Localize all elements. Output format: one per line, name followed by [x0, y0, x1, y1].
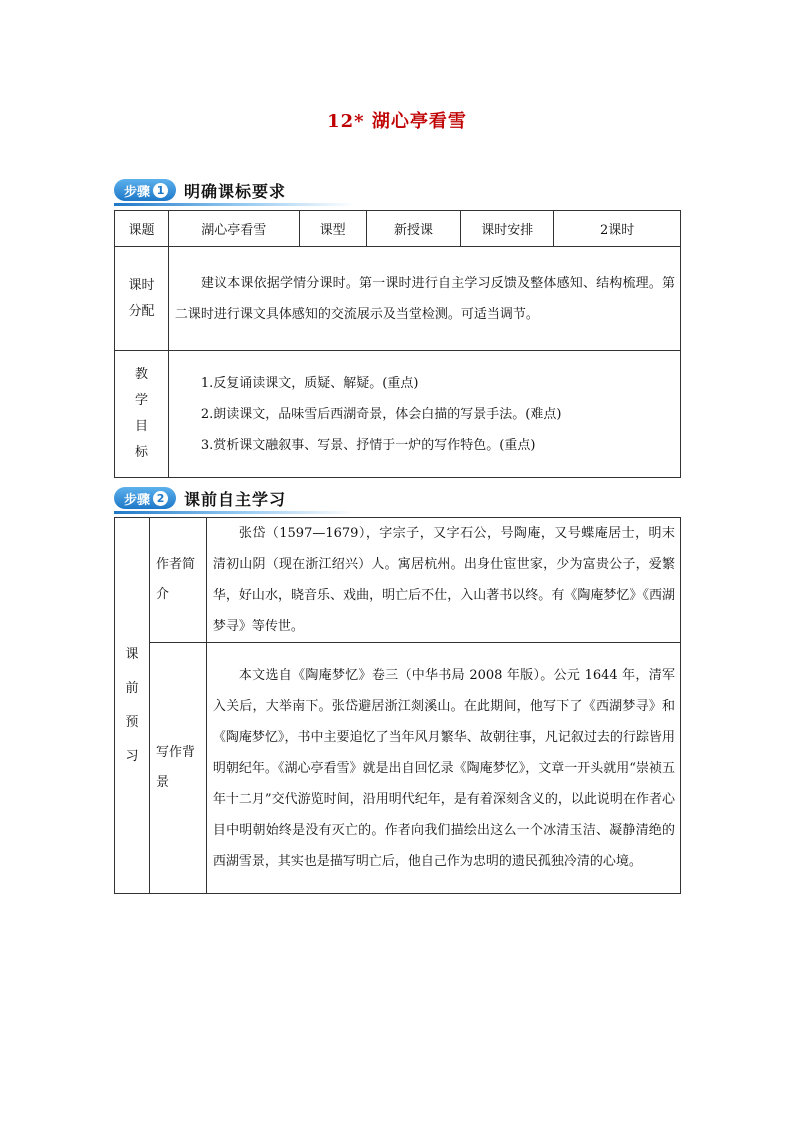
- step-number: 1: [153, 183, 168, 198]
- cell-topic-label: 课题: [115, 211, 169, 247]
- goal-item: 2.朗读课文，品味雪后西湖奇景，体会白描的写景手法。(难点): [200, 406, 562, 422]
- cell-author-label: 作者简介: [149, 518, 206, 643]
- cell-goals-label: [115, 351, 169, 478]
- step-number: 2: [153, 491, 168, 506]
- step-badge-text: 步骤: [124, 184, 151, 200]
- section-label-char: 课: [125, 646, 139, 662]
- step-badge: [114, 179, 176, 201]
- cell-section-label: [115, 518, 150, 894]
- goals-label-char: 教: [134, 367, 148, 382]
- author-text: 张岱（1597—1679），字宗子，又字石公，号陶庵，又号蝶庵居士，明末清初山阴（现在浙江绍兴）人。寓居杭州。出身仕宦世家，少为富贵公子，爱繁华，好山水，晓音乐、戏曲，明亡后不仕，入山著书以终。有《陶庵梦忆》《西湖梦寻》等传世。: [212, 526, 675, 634]
- alloc-text: 建议本课依据学情分课时。第一课时进行自主学习反馈及整体感知、结构梳理。第二课时进行课文具体感知的交流展示及当堂检测。可适当调节。: [174, 275, 675, 322]
- cell-goals: [168, 351, 680, 478]
- section-label-char: 预: [125, 714, 139, 730]
- background-text: 本文选自《陶庵梦忆》卷三（中华书局 2008 年版）。公元 1644 年，清军入关后，大举南下。张岱避居浙江剡溪山。在此期间，他写下了《西湖梦寻》和《陶庵梦忆》，书中主要追忆了当年风月繁华、故朝往事，凡记叙过去的行踪皆用明朝纪年。《湖心亭看雪》就是出自回忆录《陶庵梦忆》，文章一开头就用“崇祯五年十二月”交代游览时间，沿用明代纪年，是有着深刻含义的，以此说明在作者心目中明朝始终是没有灭亡的。作者向我们描绘出这么一个冰清玉洁、凝静清绝的西湖雪景，其实也是描写明亡后，他自己作为忠明的遗民孤独冷清的心境。: [212, 667, 675, 869]
- cell-alloc-label: [115, 247, 169, 351]
- step-underline: [114, 511, 354, 514]
- section-label-char: 习: [125, 748, 139, 764]
- goals-label-char: 学: [134, 393, 148, 408]
- cell-background-label: 写作背景: [149, 643, 206, 894]
- step-2-heading: [114, 485, 286, 511]
- cell-schedule-label: 课时安排: [461, 211, 554, 247]
- course-standard-table: [114, 210, 681, 478]
- section-label-char: 前: [125, 680, 139, 696]
- goals-label-char: 标: [134, 445, 148, 460]
- step-1-heading: [114, 177, 286, 203]
- page-title: 12* 湖心亭看雪: [327, 111, 467, 132]
- alloc-label-line: 分配: [128, 303, 155, 319]
- cell-type-value: 新授课: [366, 211, 461, 247]
- cell-schedule-value: 2课时: [554, 211, 681, 247]
- cell-topic-value: 湖心亭看雪: [168, 211, 299, 247]
- pre-class-study-table: [114, 517, 681, 894]
- cell-type-label: 课型: [299, 211, 366, 247]
- goal-item: 1.反复诵读课文，质疑、解疑。(重点): [200, 375, 419, 391]
- cell-alloc-text: [168, 247, 680, 351]
- step-badge-text: 步骤: [124, 492, 151, 508]
- step-label: 明确课标要求: [184, 181, 287, 201]
- goals-label-char: 目: [134, 419, 148, 434]
- step-underline: [114, 203, 354, 206]
- goal-item: 3.赏析课文融叙事、写景、抒情于一炉的写作特色。(重点): [200, 437, 536, 453]
- alloc-label-line: 课时: [128, 277, 155, 293]
- step-label: 课前自主学习: [184, 489, 287, 509]
- cell-author-text: [206, 518, 680, 643]
- step-badge: [114, 487, 176, 509]
- cell-background-text: [206, 643, 680, 894]
